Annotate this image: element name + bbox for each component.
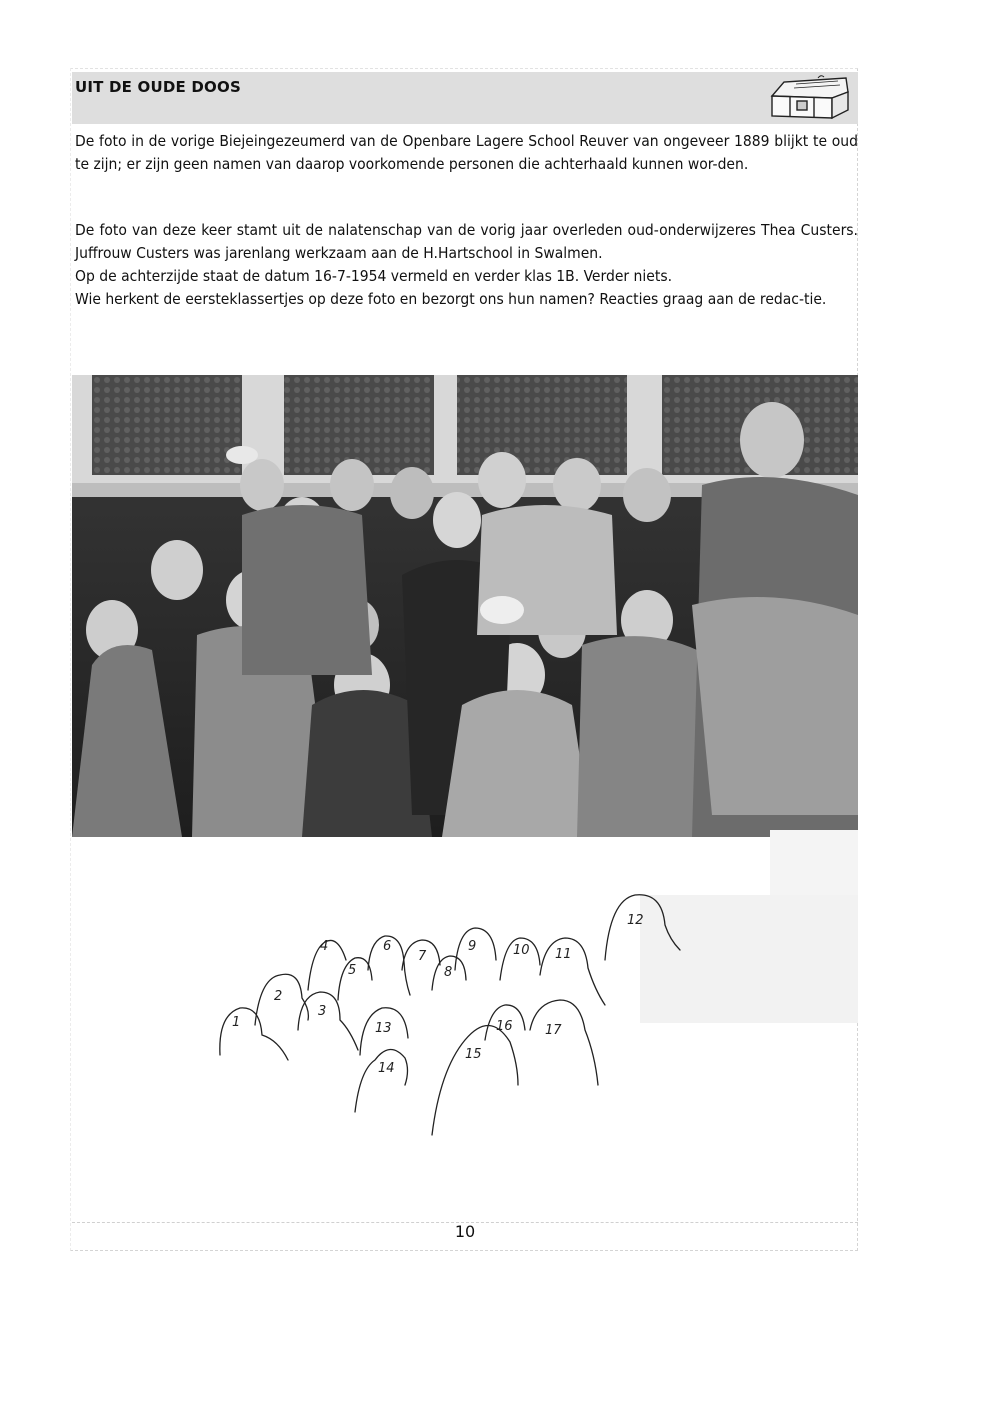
sketch-number: 14 [378, 1061, 395, 1076]
sketch-number: 1 [232, 1015, 241, 1030]
section-title: UIT DE OUDE DOOS [75, 78, 241, 96]
description-paragraph [75, 219, 858, 311]
description-line-2: Op de achterzijde staat de datum 16-7-1954 vermeld en verder klas 1B. Verder niets. [75, 267, 673, 285]
sketch-number: 13 [375, 1021, 392, 1036]
numbered-outline-sketch [200, 880, 700, 1140]
sketch-number: 4 [320, 939, 329, 954]
sketch-number: 6 [383, 939, 392, 954]
treasure-chest-icon [766, 74, 852, 120]
class-photo [72, 375, 858, 837]
sketch-number: 10 [513, 943, 530, 958]
sketch-number: 11 [555, 947, 572, 962]
description-line-3: Wie herkent de eersteklassertjes op deze foto en bezorgt ons hun namen? Reacties graag aan de redac-tie. [75, 290, 827, 308]
page-number: 10 [454, 1222, 476, 1241]
sketch-number: 3 [318, 1004, 327, 1019]
sketch-number: 9 [468, 939, 477, 954]
scan-shade [770, 830, 858, 898]
sketch-number: 7 [418, 949, 427, 964]
sketch-number: 2 [274, 989, 283, 1004]
sketch-number: 15 [465, 1047, 482, 1062]
sketch-number: 17 [545, 1023, 562, 1038]
intro-paragraph: De foto in de vorige Biejeingezeumerd van de Openbare Lagere School Reuver van ongeveer 1889 blijkt te oud te zijn; er zijn geen namen van daarop voorkomende personen die achterhaald kunnen wor-den. [75, 132, 858, 173]
description-line-1: De foto van deze keer stamt uit de nalatenschap van de vorig jaar overleden oud-onderwijzeres Thea Custers. Juffrouw Custers was jarenlang werkzaam aan de H.Hartschool in Swalmen. [75, 221, 858, 262]
sketch-number: 8 [444, 965, 453, 980]
sketch-number: 5 [348, 963, 357, 978]
sketch-number: 12 [627, 913, 644, 928]
sketch-number: 16 [496, 1019, 513, 1034]
